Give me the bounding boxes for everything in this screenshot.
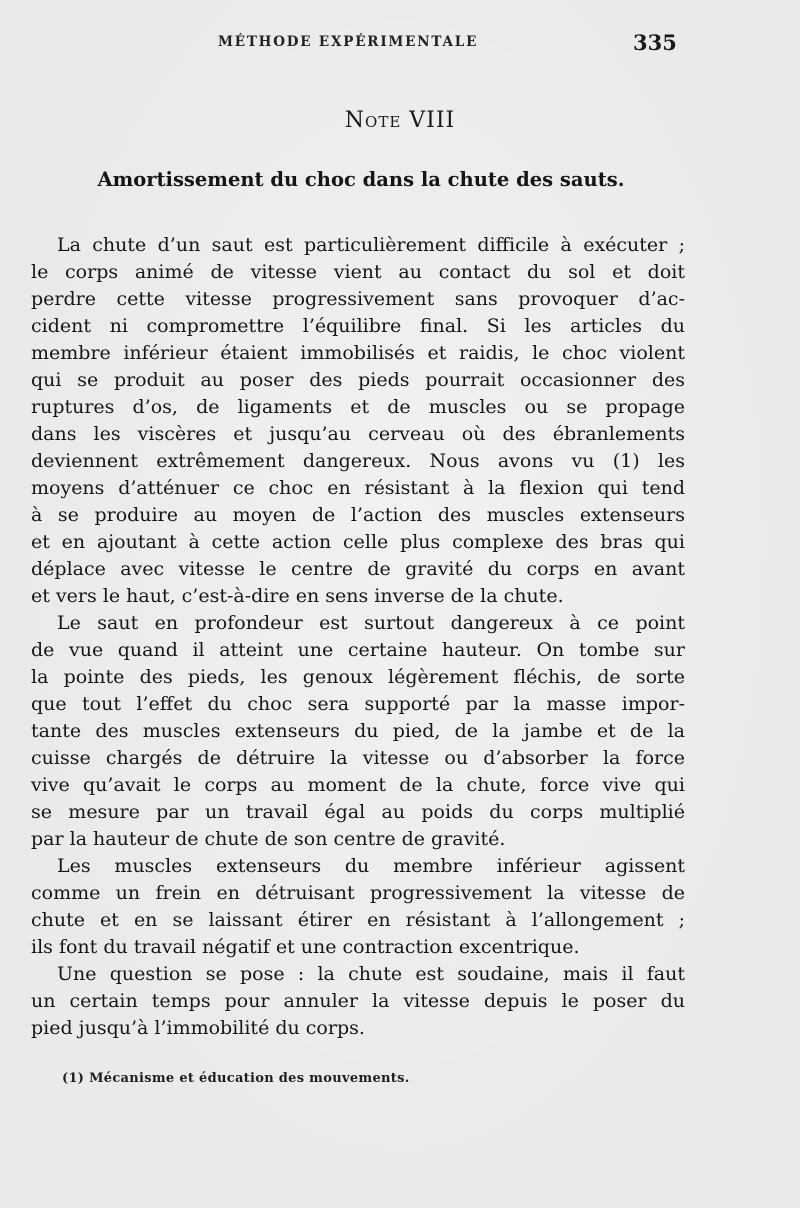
text-line: moyens d’atténuer ce choc en résistant à la flexion qui tend xyxy=(31,477,685,499)
text-line: un certain temps pour annuler la vitesse depuis le poser du xyxy=(31,990,685,1012)
text-line: tante des muscles extenseurs du pied, de la jambe et de la xyxy=(31,720,685,742)
text-line: comme un frein en détruisant progressivement la vitesse de xyxy=(31,882,685,904)
footnote: (1) Mécanisme et éducation des mouvements. xyxy=(62,1071,410,1086)
text-line: se mesure par un travail égal au poids du corps multiplié xyxy=(31,801,685,823)
text-line: qui se produit au poser des pieds pourrait occasionner des xyxy=(31,369,685,391)
text-line: et vers le haut, c’est-à-dire en sens inverse de la chute. xyxy=(31,585,564,607)
text-line: dans les viscères et jusqu’au cerveau où des ébranlements xyxy=(31,423,685,445)
paragraph xyxy=(31,232,685,610)
text-line: deviennent extrêmement dangereux. Nous avons vu (1) les xyxy=(31,450,685,472)
text-line: perdre cette vitesse progressivement sans provoquer d’ac- xyxy=(31,288,685,310)
paragraph xyxy=(31,610,685,853)
text-line: Une question se pose : la chute est soudaine, mais il faut xyxy=(57,963,685,985)
text-line: membre inférieur étaient immobilisés et raidis, le choc violent xyxy=(31,342,685,364)
text-line: chute et en se laissant étirer en résistant à l’allongement ; xyxy=(31,909,685,931)
text-line: ils font du travail négatif et une contraction excentrique. xyxy=(31,936,580,958)
text-line: à se produire au moyen de l’action des muscles extenseurs xyxy=(31,504,685,526)
text-line: et en ajoutant à cette action celle plus complexe des bras qui xyxy=(31,531,685,553)
paragraph xyxy=(31,853,685,961)
text-line: par la hauteur de chute de son centre de gravité. xyxy=(31,828,506,850)
section-title: Amortissement du choc dans la chute des sauts. xyxy=(97,168,625,191)
text-line: vive qu’avait le corps au moment de la chute, force vive qui xyxy=(31,774,685,796)
text-line: la pointe des pieds, les genoux légèrement fléchis, de sorte xyxy=(31,666,685,688)
text-line: que tout l’effet du choc sera supporté par la masse impor- xyxy=(31,693,685,715)
text-line: cuisse chargés de détruire la vitesse ou d’absorber la force xyxy=(31,747,685,769)
text-line: le corps animé de vitesse vient au contact du sol et doit xyxy=(31,261,685,283)
text-line: ruptures d’os, de ligaments et de muscles ou se propage xyxy=(31,396,685,418)
text-line: Les muscles extenseurs du membre inférieur agissent xyxy=(57,855,685,877)
running-header xyxy=(0,30,800,56)
text-line: La chute d’un saut est particulièrement difficile à exécuter ; xyxy=(57,234,685,256)
text-line: pied jusqu’à l’immobilité du corps. xyxy=(31,1017,365,1039)
text-line: déplace avec vitesse le centre de gravité du corps en avant xyxy=(31,558,685,580)
note-title: Note VIII xyxy=(344,108,456,133)
body-text xyxy=(31,232,685,1042)
text-line: Le saut en profondeur est surtout dangereux à ce point xyxy=(57,612,685,634)
running-title: MÉTHODE EXPÉRIMENTALE xyxy=(218,34,479,50)
text-line: de vue quand il atteint une certaine hauteur. On tombe sur xyxy=(31,639,685,661)
page-number: 335 xyxy=(633,30,677,55)
text-line: cident ni compromettre l’équilibre final. Si les articles du xyxy=(31,315,685,337)
paragraph xyxy=(31,961,685,1042)
